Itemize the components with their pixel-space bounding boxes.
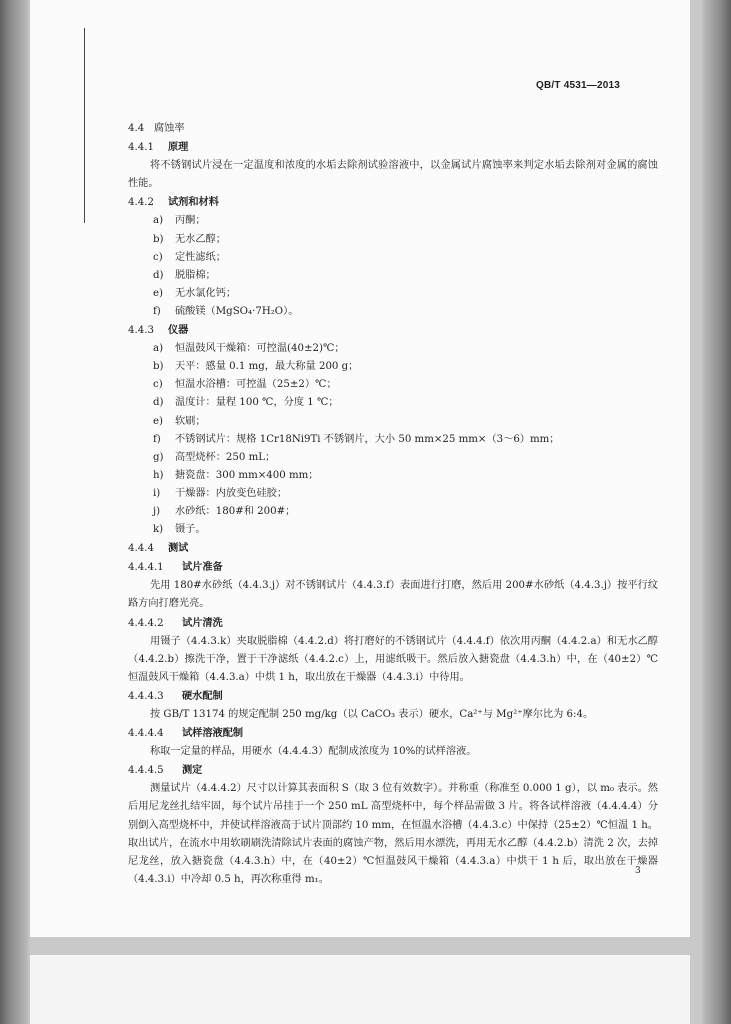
list-item-text: 天平：感量 0.1 mg，最大称量 200 g； — [175, 361, 359, 373]
list-item-text: 恒温鼓风干燥箱：可控温(40±2)℃； — [175, 343, 345, 355]
list-item — [128, 376, 658, 394]
list-item-marker: b) — [153, 233, 164, 245]
section-number: 4.4.4.3 — [128, 690, 164, 702]
list-item-marker: h) — [153, 469, 164, 481]
section-number: 4.4.2 — [128, 197, 154, 209]
section-title: 试剂和材料 — [168, 196, 219, 209]
list-item-marker: a) — [153, 343, 164, 355]
list-item-text: 镊子。 — [175, 524, 206, 536]
list-item — [128, 467, 658, 485]
section-heading — [128, 539, 658, 558]
list-item-text: 干燥器：内放变色硅胶； — [175, 487, 288, 499]
section-title: 腐蚀率 — [154, 123, 185, 134]
paragraph: 用镊子（4.4.3.k）夹取脱脂棉（4.4.2.d）将打磨好的不锈钢试片（4.4.4.f）依次用丙酮（4.4.2.a）和无水乙醇（4.4.2.b）擦洗干净，置于干净滤纸（4.4.2.c）上，用滤纸吸干。然后放入搪瓷盘（4.4.3.h）中，在（40±2）℃恒温鼓风干燥箱（4.4.3.a）中烘 1 h，取出放在干燥器（4.4.3.i）中待用。 — [128, 635, 658, 683]
next-page-preview — [30, 955, 690, 1024]
section-number: 4.4.4.4 — [128, 728, 164, 740]
list-item — [128, 249, 658, 267]
list-item-marker: c) — [153, 251, 163, 263]
binding-line — [84, 28, 85, 223]
paragraph: 先用 180#水砂纸（4.4.3.j）对不锈钢试片（4.4.3.f）表面进行打磨，然后用 200#水砂纸（4.4.3.j）按平行纹路方向打磨光亮。 — [128, 580, 658, 610]
section-heading — [128, 614, 658, 633]
list-item — [128, 394, 658, 412]
list-item-marker: k) — [153, 524, 164, 536]
section-title: 测试 — [168, 542, 189, 555]
list-item-text: 水砂纸：180#和 200#； — [175, 505, 296, 517]
section-heading — [128, 761, 658, 780]
section-heading — [128, 687, 658, 706]
section-heading — [128, 138, 658, 157]
list-item-text: 温度计：量程 100 ℃，分度 1 ℃； — [175, 397, 339, 409]
paragraph: 将不锈钢试片浸在一定温度和浓度的水垢去除剂试验溶液中，以金属试片腐蚀率来判定水垢去除剂对金属的腐蚀性能。 — [128, 160, 658, 190]
list-item — [128, 340, 658, 358]
document-body — [128, 120, 658, 889]
list-item — [128, 212, 658, 230]
list-item — [128, 449, 658, 467]
section-heading — [128, 120, 658, 138]
document-page — [30, 0, 690, 937]
list-item — [128, 285, 658, 303]
list-item-text: 恒温水浴槽：可控温（25±2）℃； — [175, 379, 337, 391]
section-number: 4.4 — [128, 123, 145, 134]
list-item — [128, 358, 658, 376]
section-title: 试样溶液配制 — [182, 727, 244, 740]
section-title: 试片准备 — [182, 561, 223, 574]
list-item-marker: i) — [153, 487, 161, 499]
section-number: 4.4.1 — [128, 142, 154, 154]
list-item — [128, 521, 658, 539]
list-item-marker: c) — [153, 379, 163, 391]
list-item-marker: d) — [153, 397, 164, 409]
list-item-text: 高型烧杯：250 mL； — [175, 451, 276, 463]
list-item-text: 无水氯化钙； — [175, 287, 237, 299]
section-number: 4.4.4.2 — [128, 617, 164, 629]
section-heading — [128, 558, 658, 577]
standard-number: QB/T 4531—2013 — [536, 80, 620, 91]
section-heading — [128, 193, 658, 212]
page-number: 3 — [635, 866, 641, 876]
section-title: 测定 — [182, 764, 203, 777]
list-item — [128, 267, 658, 285]
list-item — [128, 231, 658, 249]
list-item-marker: e) — [153, 415, 164, 427]
list-item-marker: a) — [153, 215, 164, 227]
section-number: 4.4.4.5 — [128, 765, 164, 777]
section-number: 4.4.4 — [128, 543, 154, 555]
paragraph: 按 GB/T 13174 的规定配制 250 mg/kg（以 CaCO₃ 表示）硬水，Ca²⁺与 Mg²⁺摩尔比为 6:4。 — [150, 709, 594, 720]
list-item-text: 定性滤纸； — [175, 251, 226, 263]
section-title: 试片清洗 — [182, 616, 223, 629]
section-number: 4.4.4.1 — [128, 562, 164, 574]
list-item-text: 搪瓷盘：300 mm×400 mm； — [175, 469, 319, 481]
section-heading — [128, 724, 658, 743]
section-number: 4.4.3 — [128, 325, 154, 337]
section-heading — [128, 321, 658, 340]
paragraph: 称取一定量的样品，用硬水（4.4.4.3）配制成浓度为 10%的试样溶液。 — [150, 746, 477, 758]
list-item — [128, 485, 658, 503]
list-item-marker: b) — [153, 361, 164, 373]
list-item-text: 软刷； — [175, 415, 206, 427]
section-title: 仪器 — [168, 324, 189, 337]
list-item-text: 硫酸镁（MgSO₄·7H₂O）。 — [175, 305, 299, 317]
list-item-text: 丙酮； — [175, 215, 206, 227]
list-item-text: 不锈钢试片：规格 1Cr18Ni9Ti 不锈钢片，大小 50 mm×25 mm×（3～6）mm； — [175, 433, 560, 445]
section-title: 原理 — [168, 141, 189, 154]
list-item-marker: f) — [153, 433, 161, 445]
list-item-text: 无水乙醇； — [175, 233, 226, 245]
list-item — [128, 431, 658, 449]
list-item-text: 脱脂棉； — [175, 269, 216, 281]
list-item — [128, 303, 658, 321]
list-item-marker: g) — [153, 451, 164, 463]
paragraph: 测量试片（4.4.4.2）尺寸以计算其表面积 S（取 3 位有效数字）。并称重（称准至 0.000 1 g），以 m₀ 表示。然后用尼龙丝扎结牢固，每个试片吊挂于一个 250 mL 高型烧杯中，每个样品需做 3 片。将各试样溶液（4.4.4.4）分别倒入高型烧杯中，并使试样溶液高于试片顶部约 10 mm，在恒温水浴槽（4.4.3.c）中保持（25±2）℃恒温 1 h。取出试片，在流水中用软刷刷洗清除试片表面的腐蚀产物，然后用水漂洗，再用无水乙醇（4.4.2.b）清洗 2 次，去掉尼龙丝，放入搪瓷盘（4.4.3.h）中，在（40±2）℃恒温鼓风干燥箱（4.4.3.a）中烘干 1 h 后，取出放在干燥器（4.4.3.i）中冷却 0.5 h，再次称重得 m₁。 — [128, 783, 658, 885]
list-item-marker: d) — [153, 269, 164, 281]
list-item-marker: j) — [153, 505, 161, 517]
section-title: 硬水配制 — [182, 689, 223, 702]
list-item-marker: e) — [153, 287, 164, 299]
list-item — [128, 413, 658, 431]
list-item — [128, 503, 658, 521]
list-item-marker: f) — [153, 305, 161, 317]
